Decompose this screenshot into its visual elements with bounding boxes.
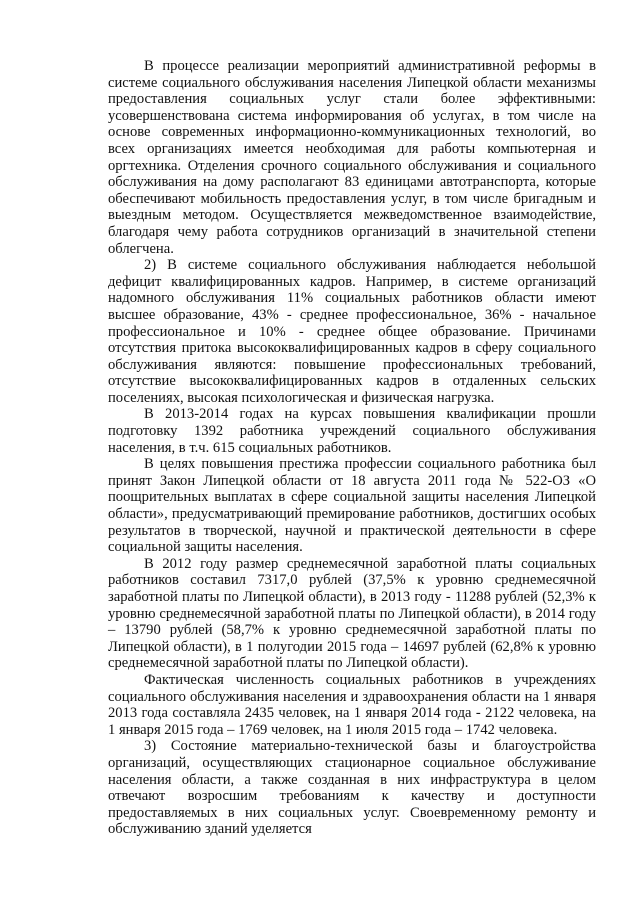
- paragraph-training: В 2013-2014 годах на курсах повышения квалификации прошли подготовку 1392 работника учреждений социального обслуживания населения, в т.ч. 615 социальных работников.: [108, 406, 596, 456]
- paragraph-headcount: Фактическая численность социальных работников в учреждениях социального обслуживания населения и здравоохранения области на 1 января 2013 года составляла 2435 человек, на 1 января 2014 года - 2122 человека, на 1 января 2015 года – 1769 человек, на 1 июля 2015 года – 1742 человека.: [108, 671, 596, 738]
- document-page: [108, 58, 596, 838]
- paragraph-staff-deficit: 2) В системе социального обслуживания наблюдается небольшой дефицит квалифицированных кадров. Например, в системе организаций надомного обслуживания 11% социальных работников области имеют высшее образование, 43% - среднее профессиональное, 36% - начальное профессиональное и 10% - среднее общее образование. Причинами отсутствия притока высококвалифицированных кадров в сферу социального обслуживания являются: повышение профессиональных требований, отсутствие высококвалифицированных кадров в отдаленных сельских поселениях, высокая психологическая и физическая нагрузка.: [108, 257, 596, 406]
- paragraph-admin-reform: В процессе реализации мероприятий административной реформы в системе социального обслуживания населения Липецкой области механизмы предоставления социальных услуг стали более эффективными: усовершенствована система информирования об услугах, в том числе на основе современных информационно-коммуникационных технологий, во всех организациях имеется необходимая для работы компьютерная и оргтехника. Отделения срочного социального обслуживания и социального обслуживания на дому располагают 83 единицами автотранспорта, которые обеспечивают мобильность предоставления услуг, в том числе бригадным и выездным методом. Осуществляется межведомственное взаимодействие, благодаря чему работа сотрудников организаций в значительной степени облегчена.: [108, 58, 596, 257]
- paragraph-salary: В 2012 году размер среднемесячной заработной платы социальных работников составил 7317,0 рублей (37,5% к уровню среднемесячной заработной платы по Липецкой области), в 2013 году - 11288 рублей (52,3% к уровню среднемесячной заработной платы по Липецкой области), в 2014 году – 13790 рублей (58,7% к уровню среднемесячной заработной платы по Липецкой области), в 1 полугодии 2015 года – 14697 рублей (62,8% к уровню среднемесячной заработной платы по Липецкой области).: [108, 555, 596, 672]
- paragraph-infrastructure: 3) Состояние материально-технической базы и благоустройства организаций, осуществляющих стационарное социальное обслуживание населения области, а также созданная в них инфраструктура в целом отвечают возросшим требованиям к качеству и доступности предоставляемых в них социальных услуг. Своевременному ремонту и обслуживанию зданий уделяется: [108, 738, 596, 838]
- paragraph-law: В целях повышения престижа профессии социального работника был принят Закон Липецкой области от 18 августа 2011 года № 522-ОЗ «О поощрительных выплатах в сфере социальной защиты населения Липецкой области», предусматривающий премирование работников, достигших особых результатов в творческой, научной и практической деятельности в сфере социальной защиты населения.: [108, 456, 596, 556]
